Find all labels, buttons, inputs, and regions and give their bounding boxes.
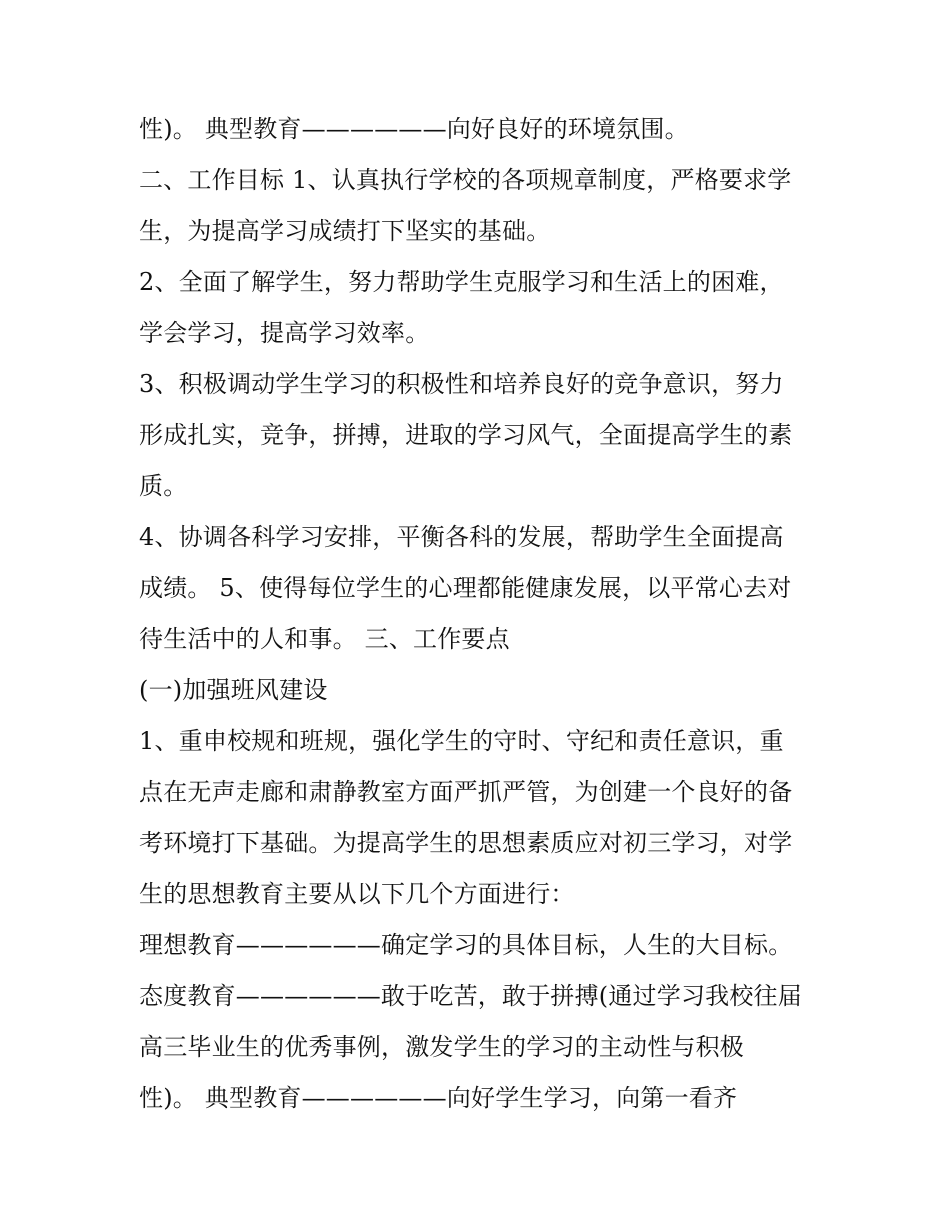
text-line-2: 二、工作目标 1、认真执行学校的各项规章制度，严格要求学 — [139, 166, 792, 194]
text-line-15: 考环境打下基础。为提高学生的思想素质应对初三学习，对学 — [139, 829, 793, 857]
text-line-18: 态度教育——————敢于吃苦，敢于拼搏(通过学习我校往届 — [139, 982, 802, 1010]
text-line-7: 形成扎实，竞争，拼搏，进取的学习风气，全面提高学生的素 — [139, 421, 793, 449]
text-line-3: 生，为提高学习成绩打下坚实的基础。 — [139, 217, 551, 245]
text-line-10: 成绩。 5、使得每位学生的心理都能健康发展，以平常心去对 — [139, 574, 792, 602]
text-line-1: 性)。 典型教育——————向好良好的环境氛围。 — [139, 115, 689, 143]
text-line-8: 质。 — [139, 472, 188, 500]
text-line-4: 2、全面了解学生，努力帮助学生克服学习和生活上的困难， — [139, 268, 784, 296]
text-line-9: 4、协调各科学习安排，平衡各科的发展，帮助学生全面提高 — [139, 523, 784, 551]
text-line-5: 学会学习，提高学习效率。 — [139, 319, 430, 347]
text-line-11: 待生活中的人和事。 三、工作要点 — [139, 625, 510, 653]
text-line-14: 点在无声走廊和肃静教室方面严抓严管，为创建一个良好的备 — [139, 778, 793, 806]
text-line-6: 3、积极调动学生学习的积极性和培养良好的竞争意识，努力 — [139, 370, 784, 398]
text-line-19: 高三毕业生的优秀事例，激发学生的学习的主动性与积极 — [139, 1033, 744, 1061]
text-line-13: 1、重申校规和班规，强化学生的守时、守纪和责任意识，重 — [139, 727, 784, 755]
text-line-17: 理想教育——————确定学习的具体目标，人生的大目标。 — [139, 931, 793, 959]
text-line-20: 性)。 典型教育——————向好学生学习，向第一看齐 — [139, 1084, 738, 1112]
text-line-16: 生的思想教育主要从以下几个方面进行： — [139, 880, 575, 908]
document-body — [139, 104, 829, 1124]
text-line-12: (一)加强班风建设 — [139, 676, 328, 704]
